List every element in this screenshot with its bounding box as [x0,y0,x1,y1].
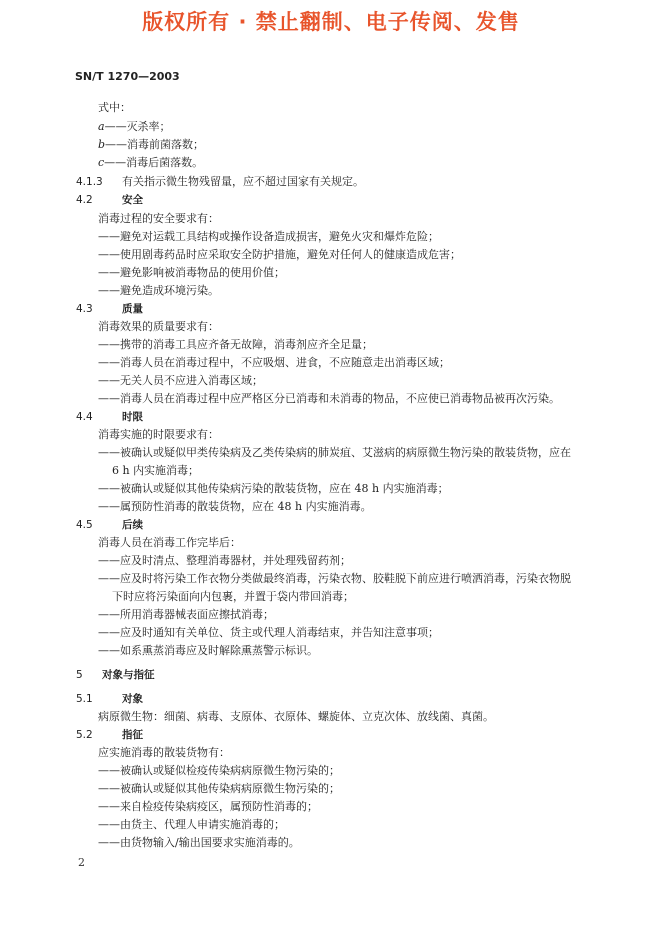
clause-text: 有关指示微生物残留量，应不超过国家有关规定。 [122,175,364,188]
list-item: ——来自检疫传染病疫区，属预防性消毒的； [98,800,318,813]
list-item: ——所用消毒器械表面应擦拭消毒； [98,608,274,621]
section-intro: 消毒过程的安全要求有： [98,212,219,225]
symbol-a-desc: ——灭杀率； [104,120,171,133]
section-number: 4.5 [76,519,93,531]
section-title: 质量 [122,303,143,315]
clause-number: 4.1.3 [76,176,103,188]
symbol-c-desc: ——消毒后菌落数。 [104,156,204,169]
list-item: ——被确认或疑似检疫传染病病原微生物污染的； [98,764,340,777]
standard-number: SN/T 1270—2003 [75,70,180,83]
list-item: ——避免对运载工具结构或操作设备造成损害，避免火灾和爆炸危险； [98,230,439,243]
symbol-b: b [98,138,106,151]
section-number: 5 [76,669,83,681]
section-intro: 应实施消毒的散装货物有： [98,746,230,759]
section-heading-4-3 [76,302,143,316]
copyright-watermark: 版权所有 · 禁止翻制、电子传阅、发售 [142,10,520,34]
section-heading-5-2 [76,728,143,742]
symbol-b-desc: ——消毒前菌落数； [105,138,205,151]
list-item: ——消毒人员在消毒过程中，不应吸烟、进食，不应随意走出消毒区域； [98,356,450,369]
section-title: 安全 [122,194,143,206]
section-intro: 消毒人员在消毒工作完毕后： [98,536,241,549]
section-title: 对象与指征 [102,669,155,681]
list-item: ——携带的消毒工具应齐备无故障，消毒剂应齐全足量； [98,338,373,351]
section-number: 5.1 [76,693,93,705]
list-item: ——消毒人员在消毒过程中应严格区分已消毒和未消毒的物品，不应使已消毒物品被再次污染。 [98,392,560,405]
list-item: ——应及时清点、整理消毒器材，并处理残留药剂； [98,554,351,567]
formula-legend-item [98,120,171,134]
formula-legend-item [98,138,204,152]
symbol-c: c [98,156,105,169]
list-item: ——被确认或疑似其他传染病污染的散装货物，应在 48 h 内实施消毒； [98,482,449,495]
section-heading-5-1 [76,692,143,706]
section-number: 5.2 [76,729,93,741]
section-heading-4-5 [76,518,143,532]
list-item: ——由货物输入/输出国要求实施消毒的。 [98,836,300,849]
list-item: ——属预防性消毒的散装货物，应在 48 h 内实施消毒。 [98,500,372,513]
section-title: 指征 [122,729,143,741]
list-item: ——避免影响被消毒物品的使用价值； [98,266,285,279]
list-item: ——被确认或疑似甲类传染病及乙类传染病的肺炭疽、艾滋病的病原微生物污染的散装货物，应在 [98,446,571,459]
list-item: ——应及时将污染工作衣物分类做最终消毒，污染衣物、胶鞋脱下前应进行喷洒消毒，污染衣物脱 [98,572,571,585]
section-title: 时限 [122,411,143,423]
list-item: ——被确认或疑似其他传染病病原微生物污染的； [98,782,340,795]
section-number: 4.4 [76,411,93,423]
section-heading-4-4 [76,410,143,424]
section-number: 4.3 [76,303,93,315]
section-number: 4.2 [76,194,93,206]
list-item: ——无关人员不应进入消毒区域； [98,374,263,387]
section-heading-4-2 [76,193,143,207]
list-item: ——由货主、代理人申请实施消毒的； [98,818,285,831]
section-title: 后续 [122,519,143,531]
section-intro: 消毒效果的质量要求有： [98,320,219,333]
page-number: 2 [78,856,85,869]
list-item-continuation: 6 h 内实施消毒； [98,464,200,477]
list-item: ——应及时通知有关单位、货主或代理人消毒结束，并告知注意事项； [98,626,439,639]
list-item: ——使用剧毒药品时应采取安全防护措施，避免对任何人的健康造成危害； [98,248,461,261]
formula-legend-intro: 式中： [98,101,131,114]
symbol-a: a [98,120,105,133]
section-heading-5 [76,668,155,682]
list-item: ——如系熏蒸消毒应及时解除熏蒸警示标识。 [98,644,318,657]
clause-4-1-3 [76,175,364,189]
formula-legend-item [98,156,203,170]
section-intro: 消毒实施的时限要求有： [98,428,219,441]
section-text: 病原微生物：细菌、病毒、支原体、衣原体、螺旋体、立克次体、放线菌、真菌。 [98,710,494,723]
list-item: ——避免造成环境污染。 [98,284,219,297]
list-item-continuation: 下时应将污染面向内包裹，并置于袋内带回消毒； [98,590,354,603]
section-title: 对象 [122,693,143,705]
